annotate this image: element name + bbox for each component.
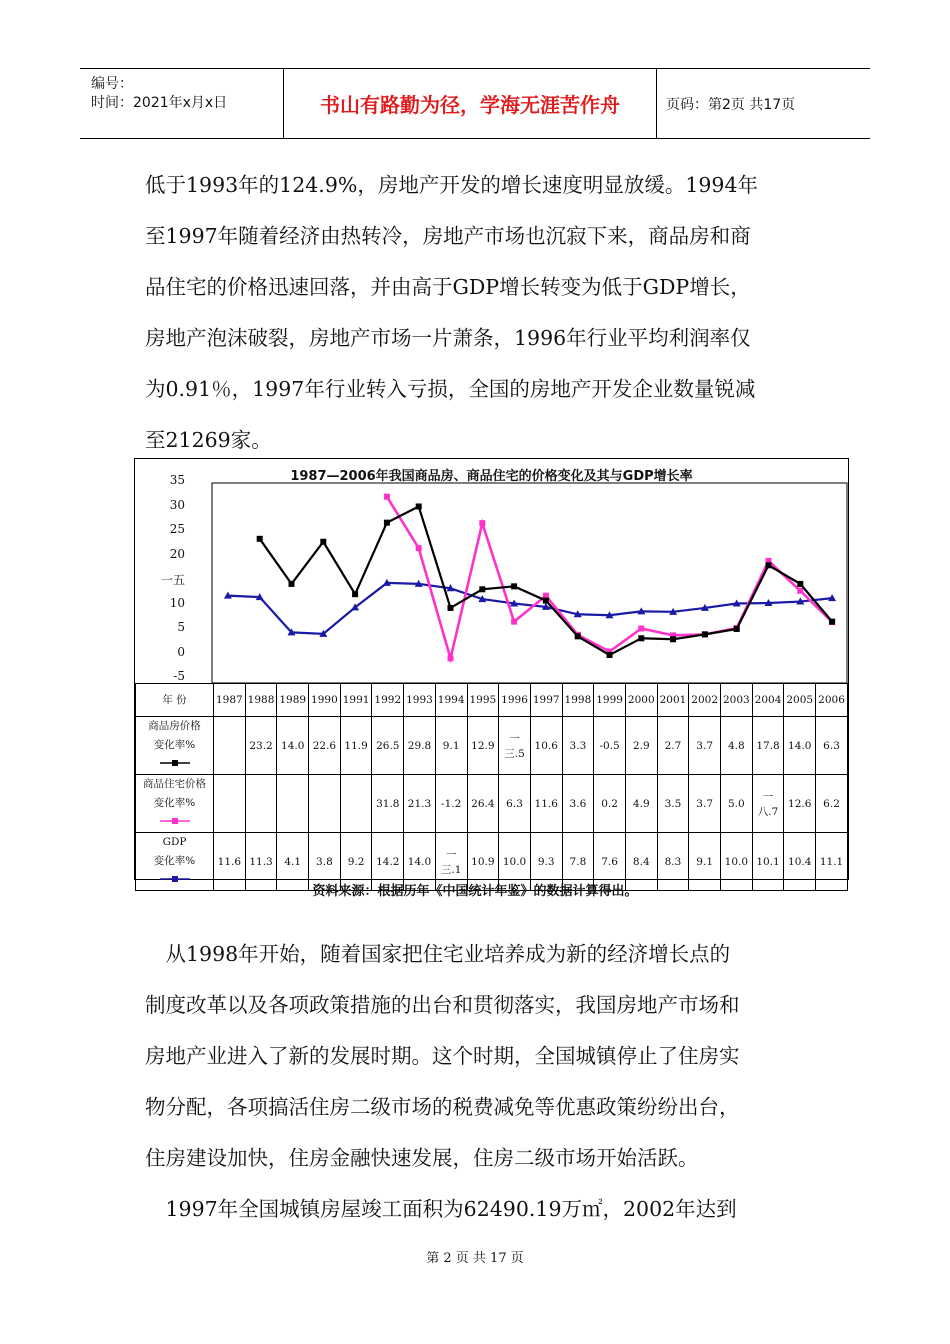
data-point [384,520,390,526]
data-point [352,591,358,597]
value-cell: 9.3 [530,833,562,891]
year-cell: 1998 [562,684,594,717]
value-cell: 11.6 [214,833,246,891]
text-line: 从1998年开始，随着国家把住宅业培养成为新的经济增长点的 [145,942,731,966]
y-tick-label: 25 [169,522,185,536]
value-cell [214,775,246,833]
value-cell: 11.9 [340,717,372,775]
plot-frame [212,483,847,683]
text-line: 至1997年随着经济由热转冷，房地产市场也沉寂下来，商品房和商 [145,224,751,248]
year-cell: 2000 [625,684,657,717]
value-cell: 3.3 [562,717,594,775]
year-cell: 2006 [816,684,848,717]
value-cell: 26.4 [467,775,499,833]
y-tick-label: 30 [169,497,185,512]
value-cell: 3.7 [689,775,721,833]
series-label: 商品房价格 变化率% [136,717,214,775]
data-point [384,494,390,500]
data-point [797,581,803,587]
value-cell: 14.0 [784,717,816,775]
value-cell: 17.8 [752,717,784,775]
year-cell: 1992 [372,684,404,717]
value-cell: 21.3 [404,775,436,833]
series-label: 商品住宅价格 变化率% [136,775,214,833]
text-line: 房地产业进入了新的发展时期。这个时期，全国城镇停止了住房实 [145,1044,740,1068]
value-cell: 7.6 [594,833,626,891]
data-point [702,631,708,637]
data-point [448,655,454,661]
year-cell: 1987 [214,684,246,717]
data-table [135,683,848,891]
value-cell: 10.1 [752,833,784,891]
value-cell: 3.7 [689,717,721,775]
value-cell: 2.7 [657,717,689,775]
value-cell: 6.3 [816,717,848,775]
data-point [416,503,422,509]
value-cell: 11.3 [245,833,277,891]
value-cell: 31.8 [372,775,404,833]
value-cell: 8.3 [657,833,689,891]
year-cell: 1999 [594,684,626,717]
value-cell [309,775,341,833]
year-cell: 2004 [752,684,784,717]
data-point [734,626,740,632]
page-footer: 第 2 页 共 17 页 [426,1251,524,1266]
y-tick-label: 35 [169,473,185,487]
data-point [607,652,613,658]
text-line: 房地产泡沫破裂，房地产市场一片萧条，1996年行业平均利润率仅 [145,326,751,350]
year-cell: 1995 [467,684,499,717]
year-cell: 2002 [689,684,721,717]
header-motto: 书山有路勤为径，学海无涯苦作舟 [284,69,657,138]
value-cell [340,775,372,833]
value-cell: 22.6 [309,717,341,775]
data-point [479,586,485,592]
year-cell: 1988 [245,684,277,717]
date-label: 时间：2021年x月x日 [91,95,228,111]
value-cell: 6.3 [499,775,531,833]
value-cell: 3.5 [657,775,689,833]
year-cell: 1993 [404,684,436,717]
value-cell: 9.1 [689,833,721,891]
data-point [766,562,772,568]
chart-title: 1987—2006年我国商品房、商品住宅的价格变化及其与GDP增长率 [290,469,693,484]
text-line: 为0.91％，1997年行业转入亏损，全国的房地产开发企业数量锐减 [145,377,756,401]
price-change-chart [134,458,849,880]
source-note: 资料来源：根据历年《中国统计年鉴》的数据计算得出。 [312,884,638,899]
data-point [638,625,644,631]
year-header: 年 份 [136,684,214,717]
value-cell: -0.5 [594,717,626,775]
text-line: 至21269家。 [145,428,272,452]
year-cell: 1997 [530,684,562,717]
data-point [257,536,263,542]
year-cell: 1991 [340,684,372,717]
value-cell: 一三.5 [499,717,531,775]
value-cell: 5.0 [721,775,753,833]
text-line: 低于1993年的124.9%，房地产开发的增长速度明显放缓。1994年 [145,173,759,197]
data-point [289,581,295,587]
paragraph-top [145,160,815,466]
year-cell: 2005 [784,684,816,717]
y-tick-label: 5 [177,620,185,634]
y-tick-label: 一五 [160,573,185,587]
data-point [511,619,517,625]
value-cell: 6.2 [816,775,848,833]
value-cell [245,775,277,833]
value-cell: 4.1 [277,833,309,891]
y-tick-label: 20 [169,546,185,561]
value-cell: 10.0 [721,833,753,891]
legend-key [160,759,190,767]
y-tick-label: 0 [177,644,185,659]
paragraph-bottom [145,929,815,1235]
y-tick-label: 10 [169,595,185,610]
value-cell: 4.9 [625,775,657,833]
value-cell: 10.0 [499,833,531,891]
page-header [80,68,870,139]
value-cell: 23.2 [245,717,277,775]
value-cell: 2.9 [625,717,657,775]
value-cell: 14.0 [277,717,309,775]
header-meta [80,69,284,138]
year-cell: 2003 [721,684,753,717]
value-cell: 4.8 [721,717,753,775]
text-line: 1997年全国城镇房屋竣工面积为62490.19万㎡，2002年达到 [145,1197,737,1221]
value-cell [277,775,309,833]
series-line [260,506,832,654]
value-cell: 29.8 [404,717,436,775]
data-point [797,588,803,594]
year-cell: 1996 [499,684,531,717]
value-cell: 10.4 [784,833,816,891]
series-line [387,497,832,659]
data-point [829,619,835,625]
value-cell: 一三.1 [435,833,467,891]
data-point [320,539,326,545]
value-cell: 12.9 [467,717,499,775]
data-point [575,633,581,639]
value-cell: 7.8 [562,833,594,891]
line-plot [135,459,848,683]
text-line: 品住宅的价格迅速回落，并由高于GDP增长转变为低于GDP增长， [145,275,751,299]
y-tick-label: -5 [173,669,185,683]
data-point [511,583,517,589]
text-line: 制度改革以及各项政策措施的出台和贯彻落实，我国房地产市场和 [145,993,740,1017]
value-cell: 26.5 [372,717,404,775]
number-label: 编号： [91,76,133,92]
value-cell: 9.1 [435,717,467,775]
value-cell: 14.0 [404,833,436,891]
value-cell: -1.2 [435,775,467,833]
data-point [448,605,454,611]
year-cell: 1990 [309,684,341,717]
value-cell: 12.6 [784,775,816,833]
value-cell: 14.2 [372,833,404,891]
year-cell: 2001 [657,684,689,717]
header-page-info: 页码：第2页 共17页 [666,96,796,113]
data-point [479,520,485,526]
value-cell: 10.9 [467,833,499,891]
year-cell: 1994 [435,684,467,717]
value-cell: 9.2 [340,833,372,891]
value-cell: 11.6 [530,775,562,833]
legend-key [160,817,190,825]
value-cell: 3.6 [562,775,594,833]
text-line: 物分配，各项搞活住房二级市场的税费减免等优惠政策纷纷出台， [145,1095,740,1119]
series-label: GDP 变化率% [136,833,214,891]
data-point [638,635,644,641]
text-line: 住房建设加快，住房金融快速发展，住房二级市场开始活跃。 [145,1146,699,1170]
data-point [416,545,422,551]
value-cell: 8.4 [625,833,657,891]
value-cell: 0.2 [594,775,626,833]
data-point [543,598,549,604]
data-point [670,636,676,642]
value-cell: 一八.7 [752,775,784,833]
value-cell: 3.8 [309,833,341,891]
value-cell [214,717,246,775]
value-cell: 11.1 [816,833,848,891]
value-cell: 10.6 [530,717,562,775]
year-cell: 1989 [277,684,309,717]
